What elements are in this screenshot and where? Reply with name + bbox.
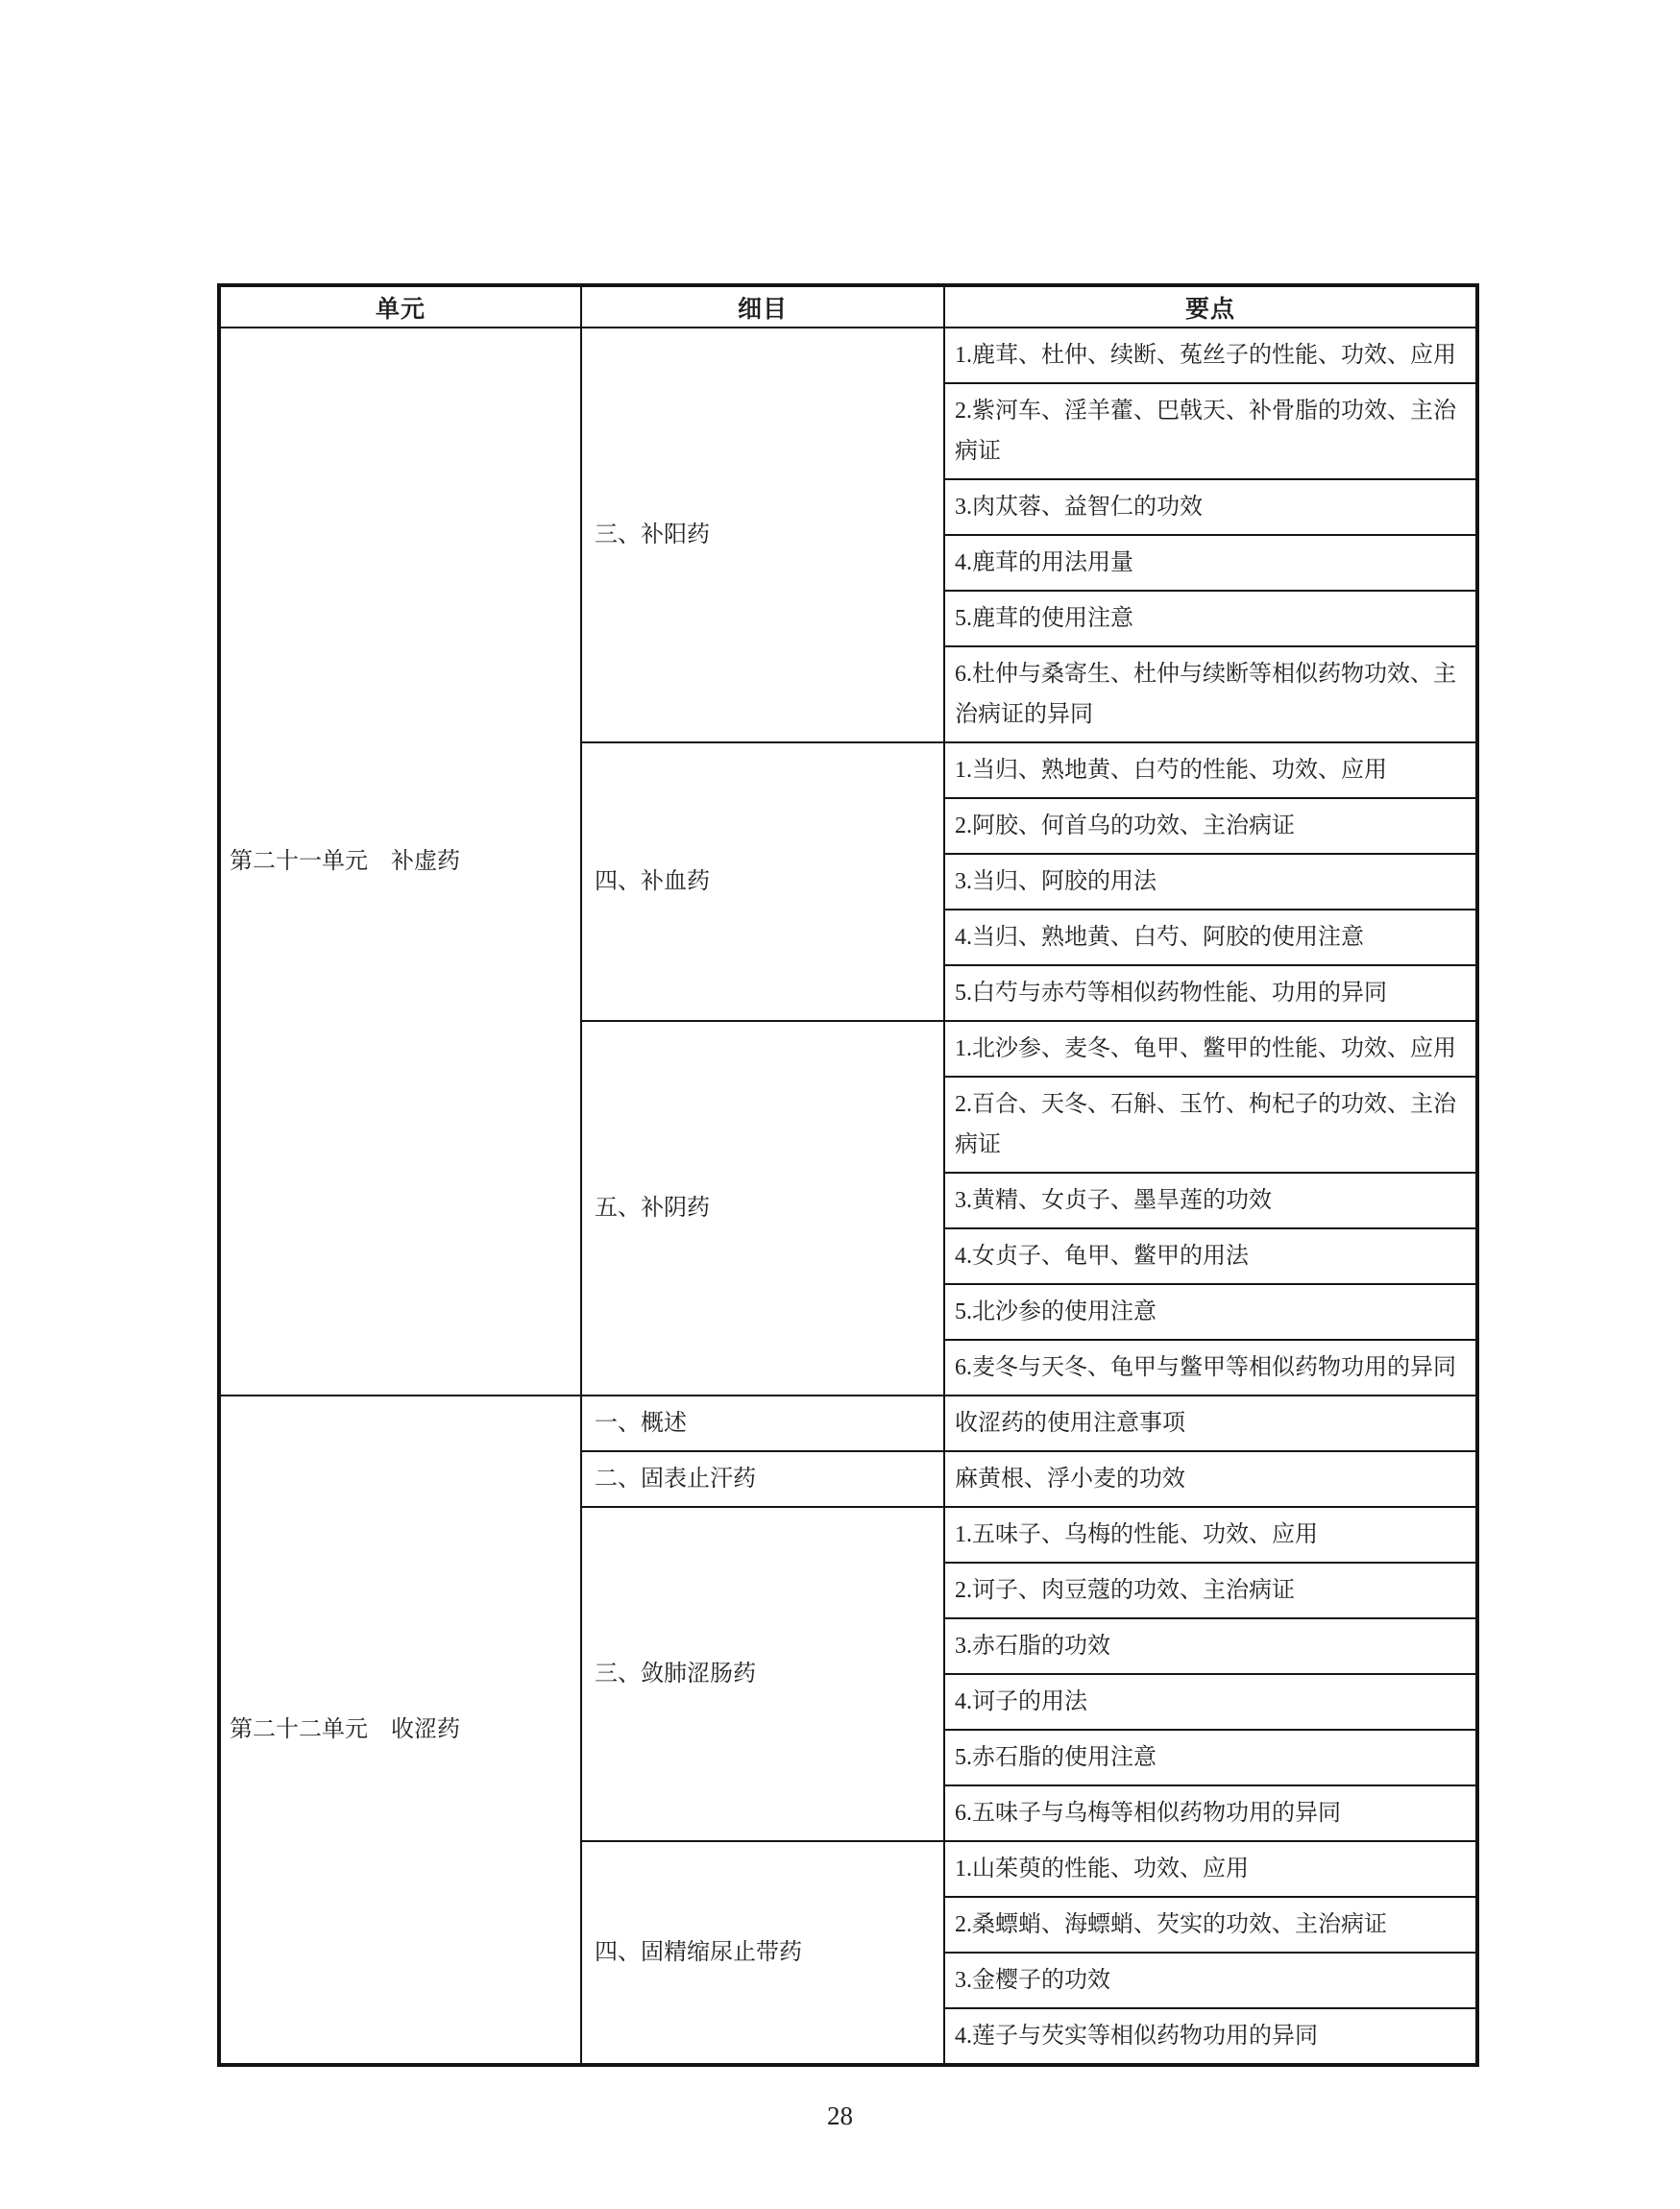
- point-cell: 5.北沙参的使用注意: [944, 1284, 1477, 1340]
- point-cell: 4.诃子的用法: [944, 1674, 1477, 1730]
- detail-cell: 四、补血药: [581, 742, 944, 1021]
- point-cell: 2.阿胶、何首乌的功效、主治病证: [944, 798, 1477, 854]
- point-cell: 1.鹿茸、杜仲、续断、菟丝子的性能、功效、应用: [944, 328, 1477, 383]
- point-cell: 3.赤石脂的功效: [944, 1618, 1477, 1674]
- point-cell: 麻黄根、浮小麦的功效: [944, 1451, 1477, 1507]
- point-cell: 4.莲子与芡实等相似药物功用的异同: [944, 2008, 1477, 2065]
- point-cell: 6.麦冬与天冬、龟甲与鳖甲等相似药物功用的异同: [944, 1340, 1477, 1396]
- detail-cell: 二、固表止汗药: [581, 1451, 944, 1507]
- point-cell: 3.黄精、女贞子、墨旱莲的功效: [944, 1173, 1477, 1228]
- point-cell: 5.白芍与赤芍等相似药物性能、功用的异同: [944, 965, 1477, 1021]
- detail-cell: 三、敛肺涩肠药: [581, 1507, 944, 1841]
- detail-cell: 五、补阴药: [581, 1021, 944, 1396]
- page-number: 28: [827, 2101, 853, 2130]
- syllabus-table: [217, 283, 1479, 2067]
- point-cell: 5.赤石脂的使用注意: [944, 1730, 1477, 1785]
- detail-cell: 三、补阳药: [581, 328, 944, 742]
- column-header-detail: 细目: [581, 285, 944, 328]
- point-cell: 1.北沙参、麦冬、龟甲、鳖甲的性能、功效、应用: [944, 1021, 1477, 1077]
- point-cell: 6.五味子与乌梅等相似药物功用的异同: [944, 1785, 1477, 1841]
- column-header-unit: 单元: [219, 285, 581, 328]
- table-row: [219, 328, 1477, 383]
- column-header-points: 要点: [944, 285, 1477, 328]
- point-cell: 2.桑螵蛸、海螵蛸、芡实的功效、主治病证: [944, 1897, 1477, 1953]
- point-cell: 1.山茱萸的性能、功效、应用: [944, 1841, 1477, 1897]
- point-cell: 5.鹿茸的使用注意: [944, 591, 1477, 646]
- point-cell: 2.紫河车、淫羊藿、巴戟天、补骨脂的功效、主治病证: [944, 383, 1477, 479]
- point-cell: 4.当归、熟地黄、白芍、阿胶的使用注意: [944, 910, 1477, 965]
- unit-cell: 第二十二单元 收涩药: [219, 1396, 581, 2065]
- point-cell: 2.百合、天冬、石斛、玉竹、枸杞子的功效、主治病证: [944, 1077, 1477, 1173]
- point-cell: 4.鹿茸的用法用量: [944, 535, 1477, 591]
- detail-cell: 一、概述: [581, 1396, 944, 1451]
- point-cell: 1.当归、熟地黄、白芍的性能、功效、应用: [944, 742, 1477, 798]
- table-body: [219, 328, 1477, 2065]
- point-cell: 3.肉苁蓉、益智仁的功效: [944, 479, 1477, 535]
- point-cell: 6.杜仲与桑寄生、杜仲与续断等相似药物功效、主治病证的异同: [944, 646, 1477, 742]
- table-header-row: [219, 285, 1477, 328]
- unit-cell: 第二十一单元 补虚药: [219, 328, 581, 1396]
- point-cell: 3.金樱子的功效: [944, 1953, 1477, 2008]
- point-cell: 4.女贞子、龟甲、鳖甲的用法: [944, 1228, 1477, 1284]
- point-cell: 1.五味子、乌梅的性能、功效、应用: [944, 1507, 1477, 1563]
- point-cell: 收涩药的使用注意事项: [944, 1396, 1477, 1451]
- point-cell: 3.当归、阿胶的用法: [944, 854, 1477, 910]
- point-cell: 2.诃子、肉豆蔻的功效、主治病证: [944, 1563, 1477, 1618]
- table-row: [219, 1396, 1477, 1451]
- detail-cell: 四、固精缩尿止带药: [581, 1841, 944, 2065]
